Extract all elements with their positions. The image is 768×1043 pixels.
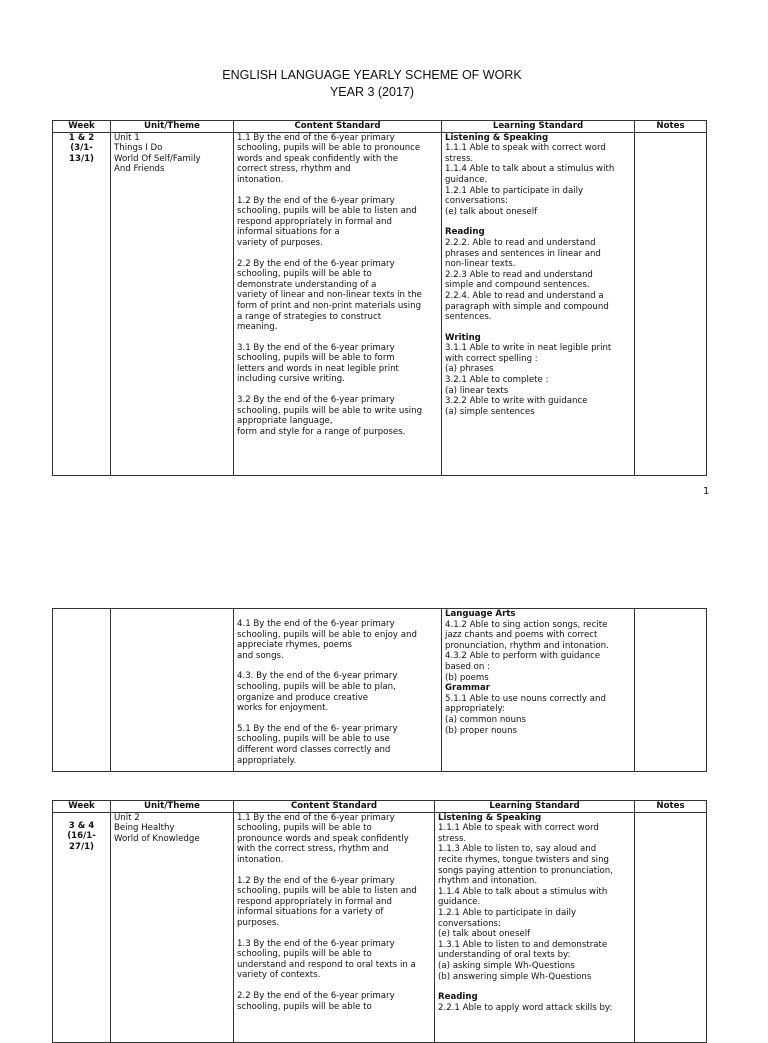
document-subtitle: YEAR 3 (2017) xyxy=(329,85,415,99)
week-cell: 3 & 4 (16/1- 27/1) xyxy=(53,812,111,1042)
learning-standard-text: 2.2.2. Able to read and understand phrases and sentences in linear and non-linear texts. 2.2.3 Able to read and understand simple and compound sentences. 2.2.4. Able to read and understand a paragraph with simple and compound sentences. xyxy=(445,237,609,323)
week-cell: 1 & 2 (3/1- 13/1) xyxy=(53,132,111,475)
content-standard-item: 4.3. By the end of the 6-year primary schooling, pupils will be able to plan, organize and produce creative works for enjoyment. xyxy=(237,671,398,714)
table-row xyxy=(53,609,707,772)
learning-standard-text: 5.1.1 Able to use nouns correctly and appropriately: (a) common nouns (b) proper nouns xyxy=(445,693,606,736)
header-learning-standard: Learning Standard xyxy=(442,121,635,133)
content-standard-cell xyxy=(234,609,442,772)
notes-cell xyxy=(635,812,707,1042)
content-standard-item: 3.2 By the end of the 6-year primary schooling, pupils will be able to write using appropriate language, form and style for a range of purposes. xyxy=(237,395,423,437)
unit-theme-cell: Unit 2 Being Healthy World of Knowledge xyxy=(111,812,234,1042)
content-standard-item: 2.2 By the end of the 6-year primary schooling, pupils will be able to xyxy=(237,990,395,1012)
section-heading-writing: Writing xyxy=(445,332,481,343)
section-heading-listening-speaking: Listening & Speaking xyxy=(438,812,542,823)
notes-cell xyxy=(635,609,707,772)
header-week: Week xyxy=(53,801,111,813)
section-heading-listening-speaking: Listening & Speaking xyxy=(445,132,549,143)
unit-theme-cell xyxy=(111,609,234,772)
header-content-standard: Content Standard xyxy=(234,121,442,133)
content-standard-item: 1.2 By the end of the 6-year primary schooling, pupils will be able to listen and respond appropriately in formal and informal situations for a variety of purposes. xyxy=(237,195,417,248)
content-standard-item: 2.2 By the end of the 6-year primary schooling, pupils will be able to demonstrate understanding of a variety of linear and non-linear texts in the form of print and non-print materials using a range of strategies to construct meaning. xyxy=(237,258,422,333)
learning-standard-text: 1.1.1 Able to speak with correct word stress. 1.1.4 Able to talk about a stimulus with guidance. 1.2.1 Able to participate in daily conversations: (e) talk about oneself xyxy=(445,143,615,217)
section-heading-reading: Reading xyxy=(438,992,478,1003)
content-standard-item: 4.1 By the end of the 6-year primary schooling, pupils will be able to enjoy and appreciate rhymes, poems and songs. xyxy=(237,619,417,661)
page-number: 1 xyxy=(703,486,710,497)
content-standard-item: 3.1 By the end of the 6-year primary schooling, pupils will be able to form letters and words in neat legible print including cursive writing. xyxy=(237,342,399,385)
content-standard-cell xyxy=(234,812,435,1042)
header-week: Week xyxy=(53,121,111,133)
document-title: ENGLISH LANGUAGE YEARLY SCHEME OF WORK xyxy=(222,68,522,82)
section-heading-reading: Reading xyxy=(445,227,485,238)
learning-standard-text: 4.1.2 Able to sing action songs, recite jazz chants and poems with correct pronunciation, rhythm and intonation. 4.3.2 Able to perform with guidance based on : (b) poems xyxy=(445,619,609,683)
table-header-row xyxy=(53,121,707,133)
header-unit-theme: Unit/Theme xyxy=(111,801,234,813)
learning-standard-cell xyxy=(442,132,635,475)
content-standard-item: 5.1 By the end of the 6- year primary schooling, pupils will be able to use different word classes correctly and appropriately. xyxy=(237,723,398,766)
content-standard-item: 1.1 By the end of the 6-year primary schooling, pupils will be able to pronounce words and speak confidently with the correct stress, rhythm and intonation. xyxy=(237,132,421,185)
week-cell xyxy=(53,609,111,772)
unit-theme-cell: Unit 1 Things I Do World Of Self/Family And Friends xyxy=(111,132,234,475)
header-learning-standard: Learning Standard xyxy=(435,801,635,813)
learning-standard-cell xyxy=(435,812,635,1042)
content-standard-item: 1.3 By the end of the 6-year primary schooling, pupils will be able to understand and respond to oral texts in a variety of contexts. xyxy=(237,938,416,981)
header-notes: Notes xyxy=(635,121,707,133)
learning-standard-text: 2.2.1 Able to apply word attack skills by: xyxy=(438,1002,613,1013)
header-content-standard: Content Standard xyxy=(234,801,435,813)
scheme-table-1 xyxy=(52,120,707,476)
notes-cell xyxy=(635,132,707,475)
table-row xyxy=(53,132,707,475)
learning-standard-text: 3.1.1 Able to write in neat legible print with correct spelling : (a) phrases 3.2.1 Able to complete : (a) linear texts 3.2.2 Able to write with guidance (a) simple sentences xyxy=(445,343,612,417)
section-heading-language-arts: Language Arts xyxy=(445,609,516,619)
learning-standard-cell xyxy=(442,609,635,772)
scheme-table-2 xyxy=(52,608,707,772)
learning-standard-text: 1.1.1 Able to speak with correct word stress. 1.1.3 Able to listen to, say aloud and recite rhymes, tongue twisters and sing songs paying attention to pronunciation, rhythm and intonation. 1.1.4 Able to talk about a stimulus with guidance. 1.2.1 Able to participate in daily conversations: (e) talk about oneself 1.3.1 Able to listen to and demonstrate understanding of oral texts by: (a) asking simple Wh-Questions (b) answering simple Wh-Questions xyxy=(438,823,613,982)
section-heading-grammar: Grammar xyxy=(445,683,491,694)
scheme-table-3 xyxy=(52,800,707,1043)
header-unit-theme: Unit/Theme xyxy=(111,121,234,133)
header-notes: Notes xyxy=(635,801,707,813)
content-standard-cell xyxy=(234,132,442,475)
content-standard-item: 1.1 By the end of the 6-year primary schooling, pupils will be able to pronounce words and speak confidently with the correct stress, rhythm and intonation. xyxy=(237,812,409,865)
table-header-row xyxy=(53,801,707,813)
content-standard-item: 1.2 By the end of the 6-year primary schooling, pupils will be able to listen and respond appropriately in formal and informal situations for a variety of purposes. xyxy=(237,875,417,928)
table-row xyxy=(53,812,707,1042)
